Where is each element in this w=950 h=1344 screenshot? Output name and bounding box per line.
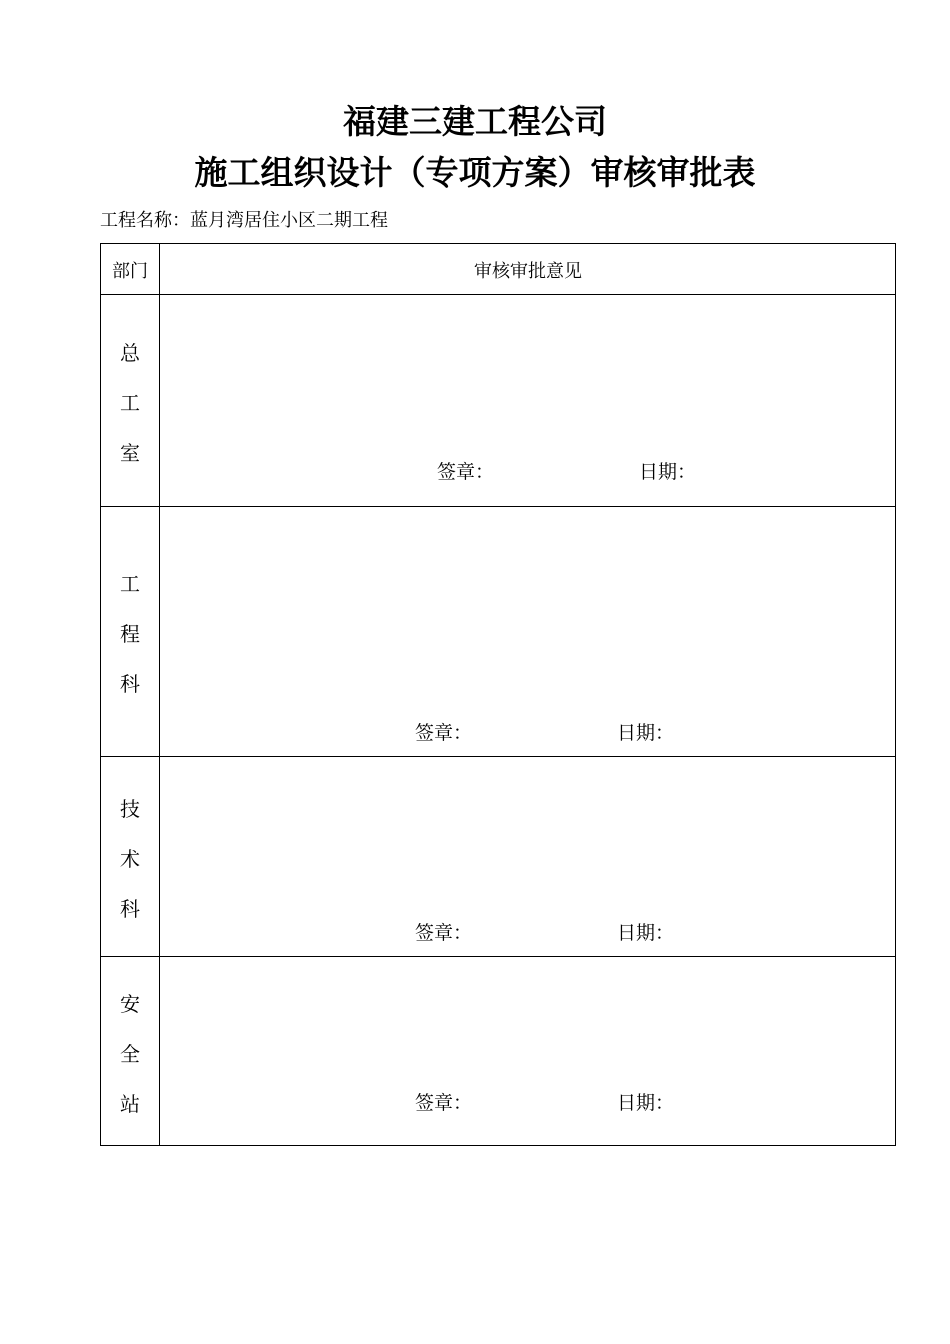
signature-label: 签章： (437, 461, 495, 483)
company-title: 福建三建工程公司 (343, 102, 607, 141)
column-divider (159, 244, 160, 1145)
header-department: 部门 (112, 260, 148, 282)
date-label: 日期： (639, 461, 697, 483)
form-title: 施工组织设计（专项方案）审核审批表 (194, 153, 756, 192)
signature-label: 签章： (415, 1092, 473, 1114)
row-divider (101, 506, 895, 507)
dept-label-char: 全 (120, 1042, 140, 1066)
dept-label-char: 站 (120, 1092, 140, 1116)
dept-label-char: 科 (120, 672, 140, 696)
signature-label: 签章： (415, 722, 473, 744)
dept-label-char: 工 (120, 391, 140, 415)
dept-label-char: 术 (120, 847, 140, 871)
project-name-label: 工程名称： (100, 210, 190, 231)
project-name-line (100, 208, 388, 234)
dept-label-char: 总 (120, 341, 140, 365)
header-opinion: 审核审批意见 (474, 260, 582, 282)
row-divider (101, 756, 895, 757)
project-name-value: 蓝月湾居住小区二期工程 (190, 210, 388, 231)
date-label: 日期： (617, 1092, 675, 1114)
date-label: 日期： (617, 722, 675, 744)
signature-label: 签章： (415, 922, 473, 944)
dept-label-char: 技 (120, 797, 140, 821)
row-divider (101, 956, 895, 957)
dept-label-char: 室 (120, 441, 140, 465)
dept-label-char: 安 (120, 992, 140, 1016)
date-label: 日期： (617, 922, 675, 944)
dept-label-char: 工 (120, 572, 140, 596)
dept-label-char: 科 (120, 897, 140, 921)
dept-label-char: 程 (120, 622, 140, 646)
approval-table (100, 243, 896, 1146)
